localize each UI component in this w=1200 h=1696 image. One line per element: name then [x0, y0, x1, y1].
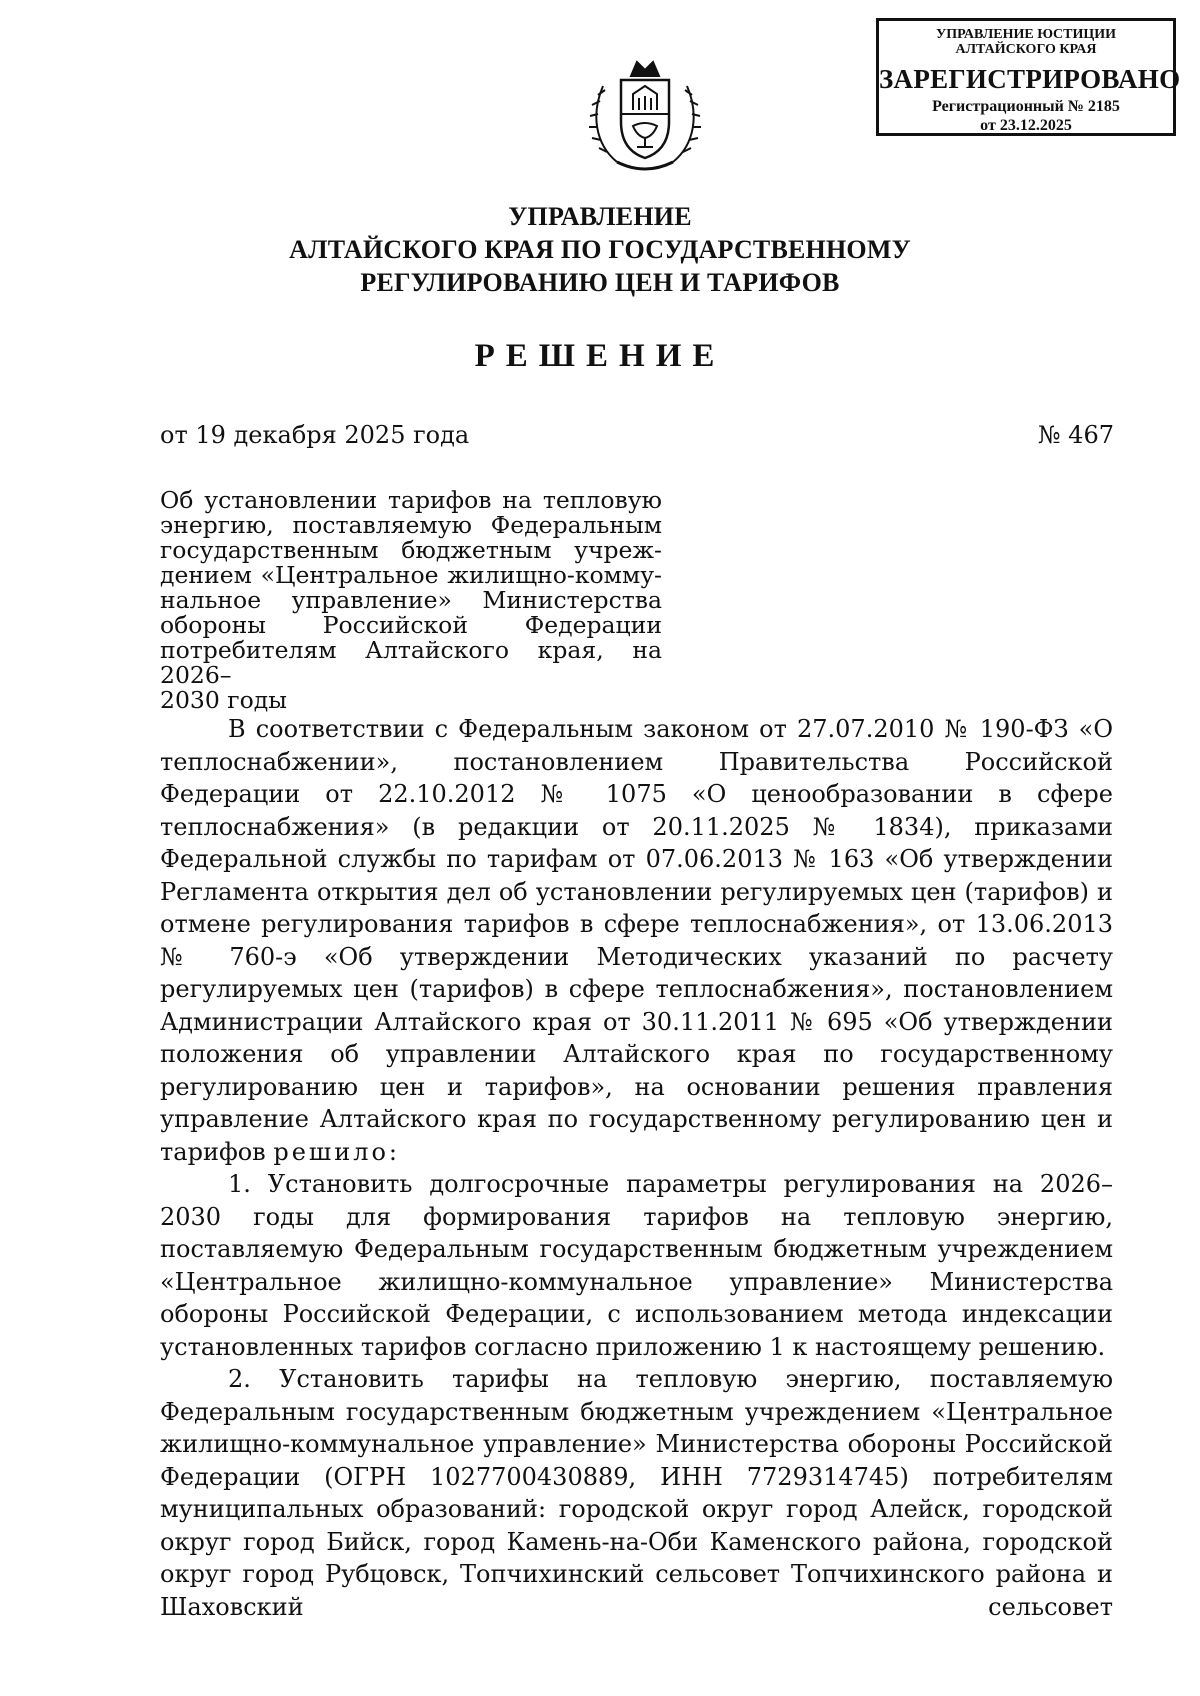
coat-of-arms-icon [587, 52, 703, 176]
authority-title [200, 200, 1000, 299]
document-number: № 467 [1037, 421, 1114, 449]
document-subject [160, 488, 662, 713]
document-date: от 19 декабря 2025 года [160, 421, 470, 449]
stamp-org-line2: АЛТАЙСКОГО КРАЯ [955, 42, 1097, 57]
stamp-org-line1: УПРАВЛЕНИЕ ЮСТИЦИИ [936, 27, 1116, 42]
document-body [160, 713, 1113, 1623]
item-1-paragraph: 1. Установить долгосрочные параметры регулирования на 2026–2030 годы для формирования тарифов на тепловую энергию, поставляемую Федеральным государственным бюджетным учреждением «Центральное жилищно-коммунальное управление» Министерства обороны Российской Федерации, с использованием метода индексации установленных тарифов согласно приложению 1 к настоящему решению. [160, 1170, 1113, 1361]
resolved-word: решило: [273, 1137, 400, 1166]
subject-line: энергию, поставляемую Федеральным [160, 511, 662, 539]
stamp-status: ЗАРЕГИСТРИРОВАНО [879, 64, 1181, 94]
subject-line: 2030 годы [160, 686, 287, 714]
preamble-paragraph [160, 713, 1113, 1168]
stamp-reg-date: от 23.12.2025 [980, 117, 1072, 134]
authority-line-3: РЕГУЛИРОВАНИЮ ЦЕН И ТАРИФОВ [360, 268, 840, 297]
registration-stamp [876, 18, 1181, 136]
subject-line: потребителям Алтайского края, на 2026– [160, 636, 662, 689]
authority-line-1: УПРАВЛЕНИЕ [508, 202, 692, 231]
subject-line: дением «Центральное жилищно-комму- [160, 561, 662, 589]
authority-line-2: АЛТАЙСКОГО КРАЯ ПО ГОСУДАРСТВЕННОМУ [289, 235, 911, 264]
item-2-paragraph: 2. Установить тарифы на тепловую энергию, поставляемую Федеральным государственным бюджетным учреждением «Центральное жилищно-коммунальное управление» Министерства обороны Российской Федерации (ОГРН 1027700430889, ИНН 7729314745) потребителям муниципальных образований: городской округ город Алейск, городской округ город Бийск, город Камень-на-Оби Каменского района, городской округ город Рубцовск, Топчихинский сельсовет Топчихинского района и Шаховский сельсовет [160, 1365, 1113, 1621]
subject-line: Об установлении тарифов на тепловую [160, 486, 662, 514]
document-type: РЕШЕНИЕ [474, 338, 726, 374]
subject-line: государственным бюджетным учреж- [160, 536, 662, 564]
preamble-text: В соответствии с Федеральным законом от 27.07.2010 № 190-ФЗ «О теплоснабжении», постановлением Правительства Российской Федерации от 22.10.2012 № 1075 «О ценообразовании в сфере теплоснабжения» (в редакции от 20.11.2025 № 1834), приказами Федеральной службы по тарифам от 07.06.2013 № 163 «Об утверждении Регламента открытия дел об установлении регулируемых цен (тарифов) и отмене регулирования тарифов в сфере теплоснабжения», от 13.06.2013 № 760-э «Об утверждении Методических указаний по расчету регулируемых цен (тарифов) в сфере теплоснабжения», постановлением Администрации Алтайского края от 30.11.2011 № 695 «Об утверждении положения об управлении Алтайского края по государственному регулированию цен и тарифов», на основании решения правления управление Алтайского края по государственному регулированию цен и тарифов [160, 715, 1113, 1166]
subject-line: нальное управление» Министерства [160, 586, 662, 614]
subject-line: обороны Российской Федерации [160, 611, 662, 639]
stamp-reg-number: Регистрационный № 2185 [932, 98, 1120, 115]
